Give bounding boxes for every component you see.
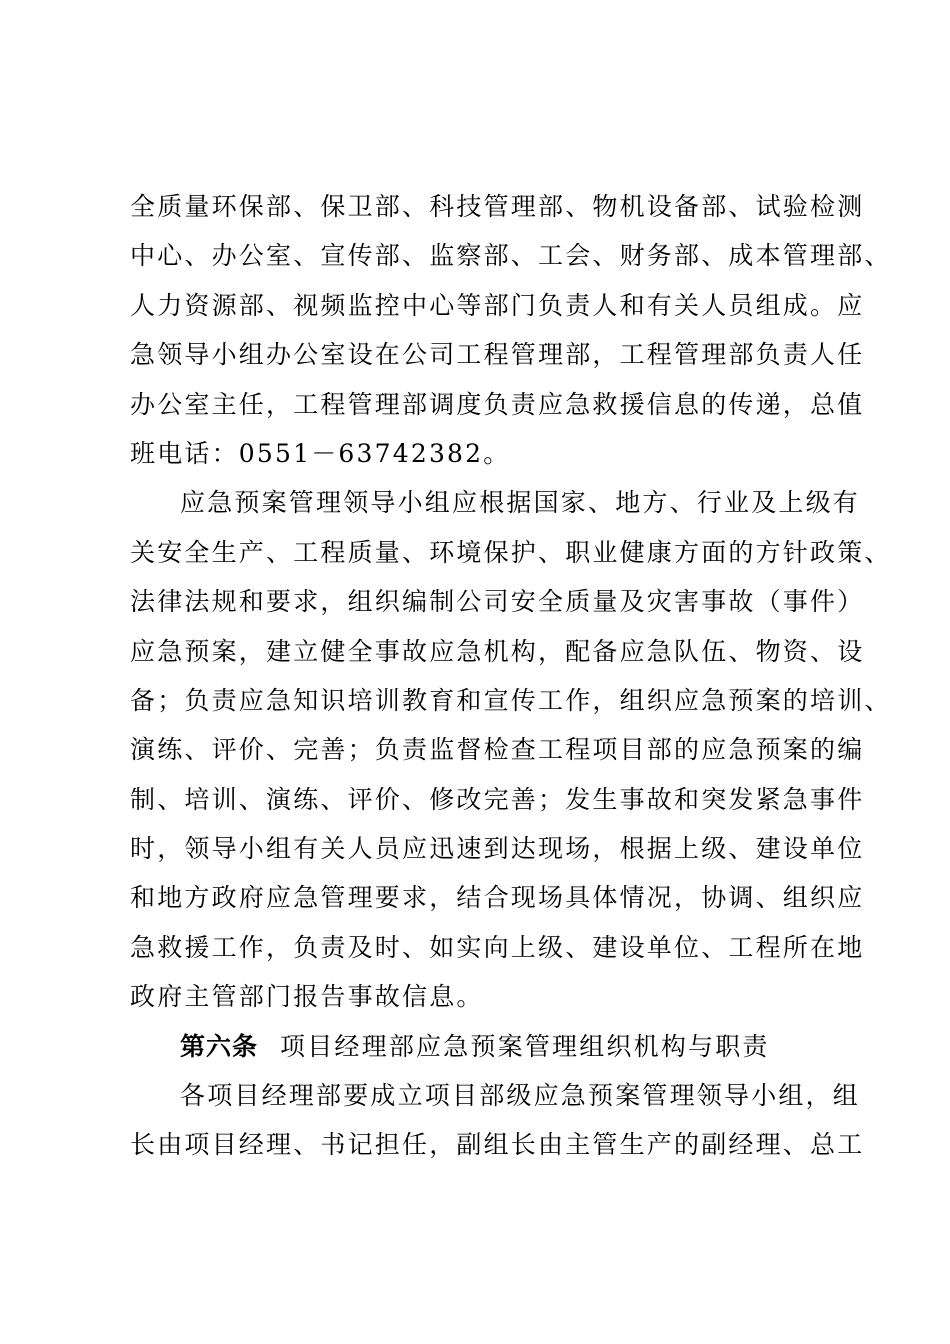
text-line: 各项目经理部要成立项目部级应急预案管理领导小组，组 [180,1081,861,1111]
document-body [130,182,892,1170]
paragraph-3 [130,1071,865,1170]
text-line: 关安全生产、工程质量、环境保护、职业健康方面的方针政策、 [130,537,892,567]
text-line: 备；负责应急知识培训教育和宣传工作，组织应急预案的培训、 [130,685,892,715]
text-line: 应急预案，建立健全事故应急机构，配备应急队伍、物资、设 [130,636,865,666]
text-line: 急领导小组办公室设在公司工程管理部，工程管理部负责人任 [130,340,865,370]
text-line: 办公室主任，工程管理部调度负责应急救援信息的传递，总值 [130,389,865,419]
text-line: 制、培训、演练、评价、修改完善；发生事故和突发紧急事件 [130,784,865,814]
text-line: 全质量环保部、保卫部、科技管理部、物机设备部、试验检测 [130,192,865,221]
paragraph-1 [130,182,892,478]
text-line: 人力资源部、视频监控中心等部门负责人和有关人员组成。应 [130,290,865,320]
text-line: 法律法规和要求，组织编制公司安全质量及灾害事故（事件） [130,587,865,617]
text-line: 应急预案管理领导小组应根据国家、地方、行业及上级有 [180,488,861,518]
text-line: 时，领导小组有关人员应迅速到达现场，根据上级、建设单位 [130,834,865,864]
text-line: 和地方政府应急管理要求，结合现场具体情况，协调、组织应 [130,883,865,913]
text-line: 急救援工作，负责及时、如实向上级、建设单位、工程所在地 [130,932,865,962]
article-title: 项目经理部应急预案管理组织机构与职责 [280,1031,770,1061]
text-line: 演练、评价、完善；负责监督检查工程项目部的应急预案的编 [130,735,865,765]
text-line: 政府主管部门报告事故信息。 [130,982,484,1012]
article-6-heading [130,1022,850,1071]
text-line: 长由项目经理、书记担任，副组长由主管生产的副经理、总工 [130,1130,865,1160]
text-line: 中心、办公室、宣传部、监察部、工会、财务部、成本管理部、 [130,241,892,271]
article-number: 第六条 [180,1031,259,1061]
text-line: 班电话：0551－63742382。 [130,438,511,468]
paragraph-2 [130,478,892,1021]
